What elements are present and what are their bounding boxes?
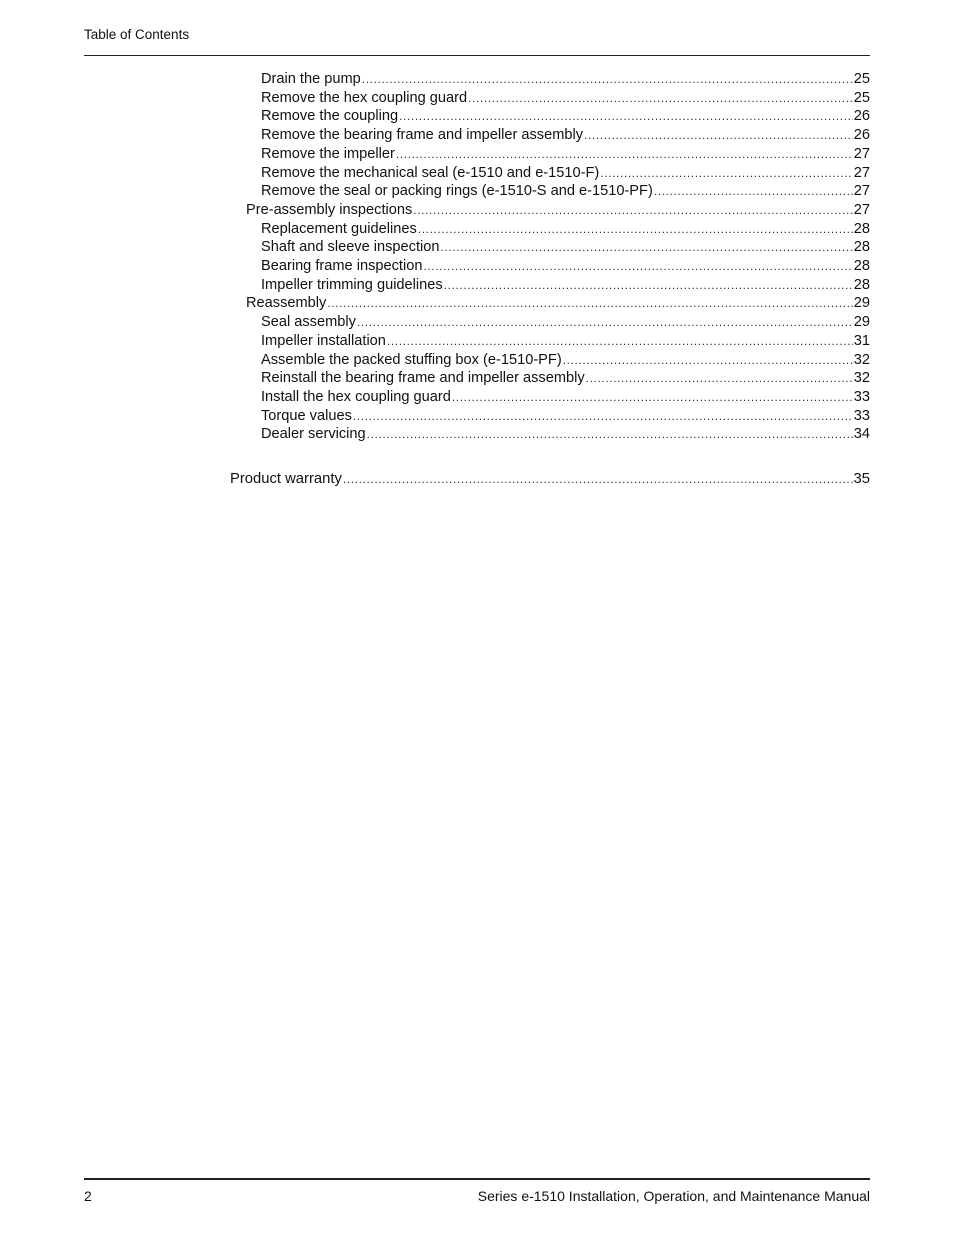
toc-entry[interactable] <box>261 407 870 426</box>
toc-entry[interactable] <box>261 369 870 388</box>
toc-leader-dots <box>327 294 852 313</box>
toc-entry[interactable] <box>261 425 870 444</box>
toc-leader-dots <box>357 313 853 332</box>
toc-entry-page: 33 <box>853 388 870 405</box>
toc-entry[interactable] <box>261 332 870 351</box>
toc-entry-label: Seal assembly <box>261 314 356 331</box>
toc-leader-dots <box>343 470 853 489</box>
toc-entry-page: 33 <box>853 407 870 424</box>
toc-entry-label: Remove the mechanical seal (e-1510 and e-1510-F) <box>261 164 600 181</box>
toc-leader-dots <box>600 164 852 183</box>
toc-entry[interactable] <box>261 313 870 332</box>
toc-entry[interactable] <box>261 276 870 295</box>
footer-divider <box>84 1178 870 1180</box>
header-divider <box>84 55 870 56</box>
toc-entry[interactable] <box>261 89 870 108</box>
toc-leader-dots <box>353 407 853 426</box>
toc-entry-page: 27 <box>853 201 870 218</box>
toc-entry-label: Pre-assembly inspections <box>246 201 413 218</box>
toc-entry-label: Impeller trimming guidelines <box>261 276 443 293</box>
toc-leader-dots <box>362 70 853 89</box>
toc-entry-page: 29 <box>853 314 870 331</box>
toc-entry-page: 27 <box>853 164 870 181</box>
toc-entry-page: 31 <box>853 332 870 349</box>
toc-entry-page: 35 <box>853 470 870 487</box>
toc-leader-dots <box>444 276 853 295</box>
footer-page-number: 2 <box>84 1188 92 1204</box>
toc-entry[interactable] <box>261 126 870 145</box>
toc-leader-dots <box>586 369 853 388</box>
toc-entry-page: 32 <box>853 351 870 368</box>
toc-entry-label: Impeller installation <box>261 332 386 349</box>
toc-leader-dots <box>468 89 853 108</box>
toc-entry[interactable] <box>261 164 870 183</box>
toc-entry-label: Remove the coupling <box>261 108 399 125</box>
toc-entry-page: 26 <box>853 127 870 144</box>
toc-leader-dots <box>584 126 853 145</box>
toc-leader-dots <box>423 257 852 276</box>
toc-entry-label: Reassembly <box>246 295 327 312</box>
toc-leader-dots <box>418 220 853 239</box>
toc-entry-label: Remove the bearing frame and impeller assembly <box>261 127 584 144</box>
toc-entry[interactable] <box>261 145 870 164</box>
toc-section-entry[interactable] <box>246 294 870 313</box>
toc-leader-dots <box>413 201 852 220</box>
footer-manual-title: Series e-1510 Installation, Operation, and Maintenance Manual <box>477 1188 870 1204</box>
toc-entry-page: 28 <box>853 258 870 274</box>
toc-entry[interactable] <box>261 182 870 201</box>
toc-entry-label: Torque values <box>261 407 352 424</box>
toc-entry-page: 34 <box>853 426 870 443</box>
toc-entry-page: 27 <box>853 183 870 200</box>
toc-leader-dots <box>563 351 853 370</box>
toc-entry-label: Replacement guidelines <box>261 220 417 237</box>
toc-entry-page: 29 <box>853 295 870 312</box>
toc-entry-label: Remove the seal or packing rings (e-1510-S and e-1510-PF) <box>261 183 653 200</box>
toc-entry[interactable] <box>261 220 870 239</box>
toc-section-entry[interactable] <box>246 201 870 220</box>
toc-entry-page: 25 <box>853 89 870 106</box>
toc-entry-label: Remove the impeller <box>261 145 395 162</box>
toc-entry[interactable] <box>261 388 870 407</box>
toc-entry-label: Dealer servicing <box>261 426 366 443</box>
toc-entry-page: 26 <box>853 108 870 125</box>
toc-entry[interactable] <box>261 257 870 276</box>
toc-leader-dots <box>441 238 853 257</box>
toc-entry-label: Product warranty <box>230 470 342 487</box>
toc-entry-label: Assemble the packed stuffing box (e-1510-PF) <box>261 351 562 368</box>
page-header-title: Table of Contents <box>84 27 190 42</box>
toc-entry-page: 25 <box>853 71 870 87</box>
toc-leader-dots <box>367 425 853 444</box>
toc-entry-page: 32 <box>853 370 870 387</box>
toc-entry-label: Drain the pump <box>261 71 361 87</box>
toc-leader-dots <box>399 107 853 126</box>
toc-leader-dots <box>654 182 853 201</box>
toc-leader-dots <box>452 388 853 407</box>
toc-leader-dots <box>396 145 853 164</box>
toc-entry[interactable] <box>261 70 870 89</box>
toc-entry-page: 28 <box>853 239 870 256</box>
toc-entry-page: 28 <box>853 276 870 293</box>
toc-entry-page: 28 <box>853 220 870 237</box>
toc-entry-label: Bearing frame inspection <box>261 258 423 274</box>
toc-entry-label: Remove the hex coupling guard <box>261 89 468 106</box>
toc-entry-page: 27 <box>853 145 870 162</box>
toc-entry[interactable] <box>261 238 870 257</box>
toc-chapter-entry[interactable] <box>230 470 870 489</box>
toc-entry-label: Reinstall the bearing frame and impeller assembly <box>261 370 585 387</box>
toc-entry[interactable] <box>261 107 870 126</box>
toc-entry-label: Install the hex coupling guard <box>261 388 451 405</box>
toc-entry-label: Shaft and sleeve inspection <box>261 239 440 256</box>
toc-entry[interactable] <box>261 351 870 370</box>
toc-leader-dots <box>387 332 853 351</box>
